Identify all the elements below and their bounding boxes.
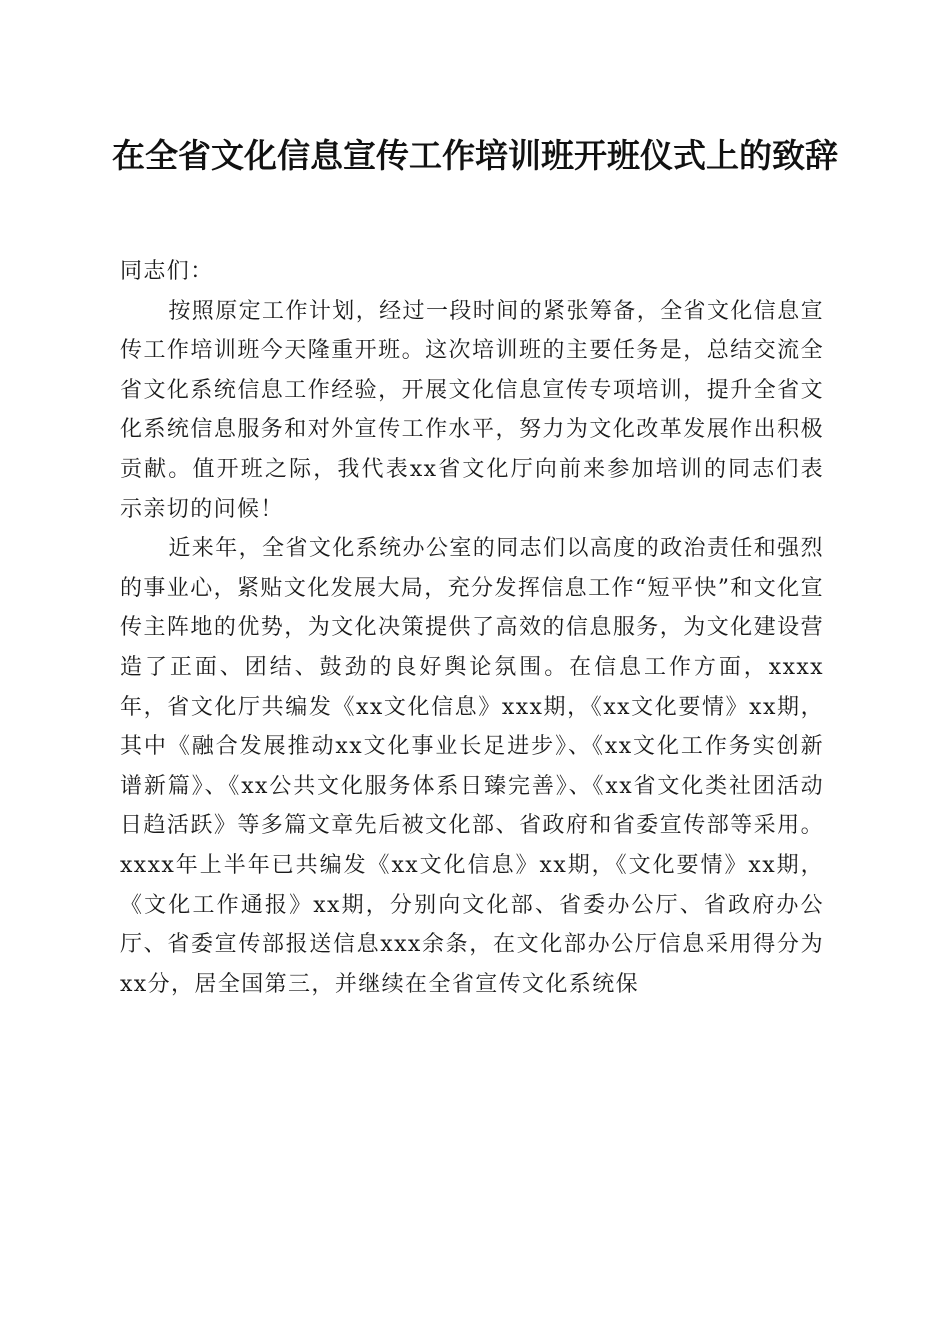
paragraph-2: 近来年，全省文化系统办公室的同志们以高度的政治责任和强烈的事业心，紧贴文化发展大局，充分发挥信息工作“短平快”和文化宣传主阵地的优势，为文化决策提供了高效的信息服务，为文化建设营造了正面、团结、鼓劲的良好舆论氛围。在信息工作方面，xxxx年，省文化厅共编发《xx文化信息》xxx期，《xx文化要情》xx期，其中《融合发展推动xx文化事业长足进步》、《xx文化工作务实创新谱新篇》、《xx公共文化服务体系日臻完善》、《xx省文化类社团活动日趋活跃》等多篇文章先后被文化部、省政府和省委宣传部等采用。xxxx年上半年已共编发《xx文化信息》xx期，《文化要情》xx期，《文化工作通报》xx期，分别向文化部、省委办公厅、省政府办公厅、省委宣传部报送信息xxx余条，在文化部办公厅信息采用得分为xx分，居全国第三，并继续在全省宣传文化系统保 bbox=[120, 536, 824, 997]
document-title: 在全省文化信息宣传工作培训班开班仪式上的致辞 bbox=[112, 136, 838, 175]
salutation: 同志们： bbox=[120, 259, 214, 284]
paragraph-1: 按照原定工作计划，经过一段时间的紧张筹备，全省文化信息宣传工作培训班今天隆重开班。这次培训班的主要任务是，总结交流全省文化系统信息工作经验，开展文化信息宣传专项培训，提升全省文化系统信息服务和对外宣传工作水平，努力为文化改革发展作出积极贡献。值开班之际，我代表xx省文化厅向前来参加培训的同志们表示亲切的问候！ bbox=[120, 298, 824, 522]
document-body bbox=[120, 252, 824, 1004]
